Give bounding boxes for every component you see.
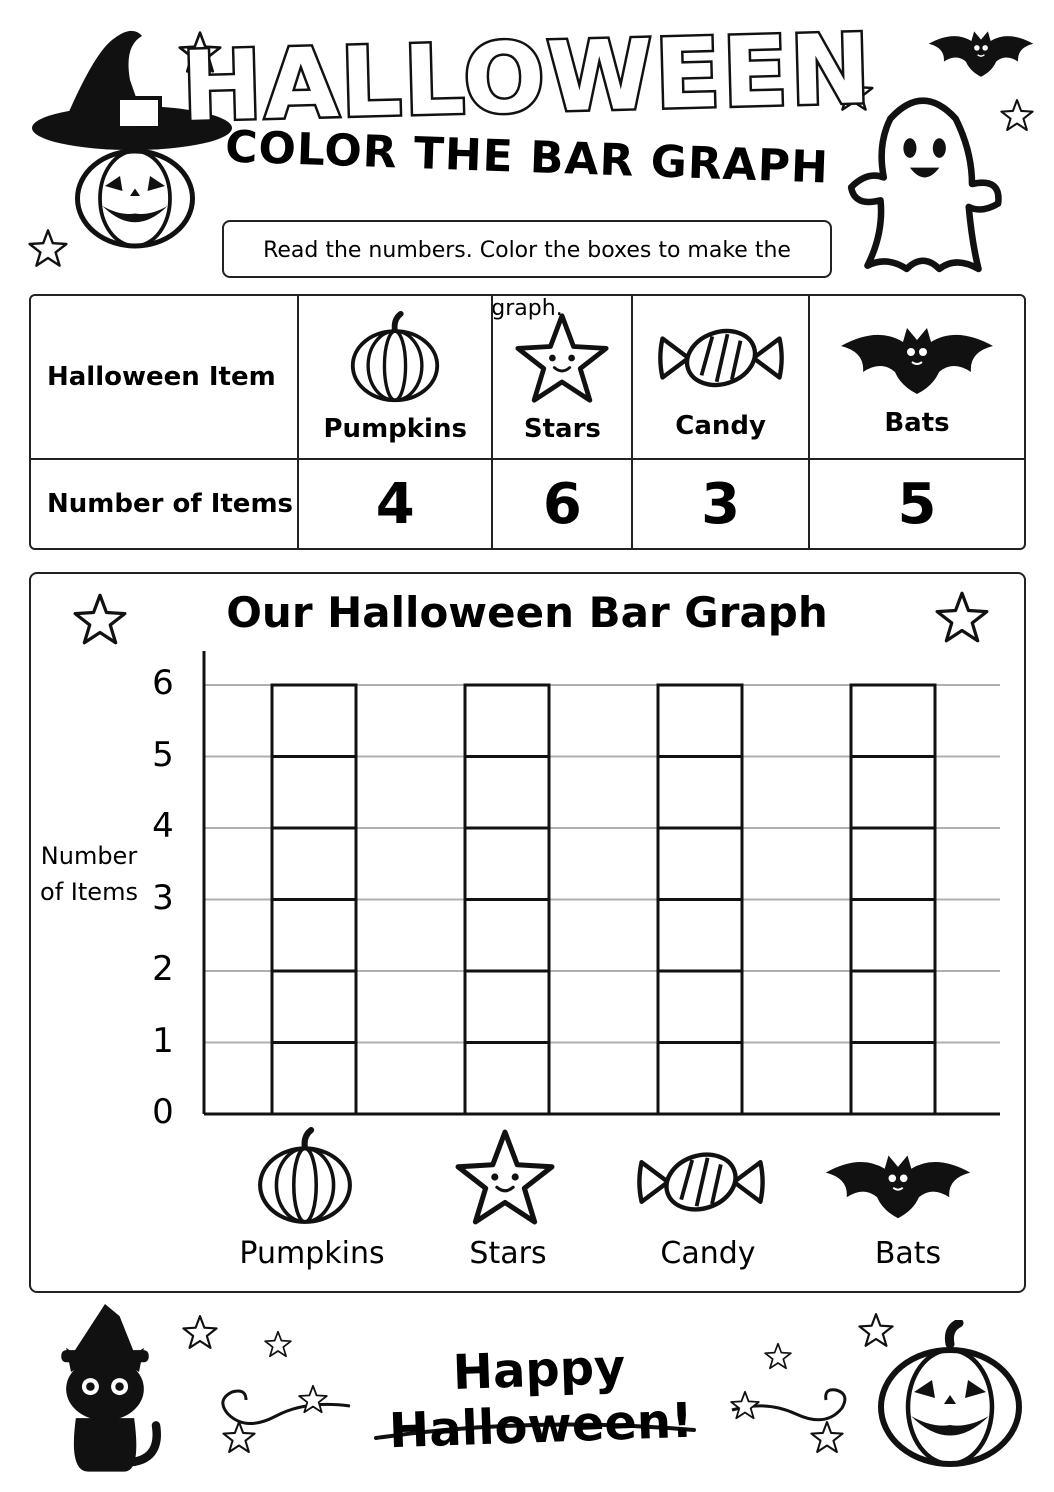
bar-box-stars[interactable]	[465, 828, 549, 900]
bar-box-pumpkins[interactable]	[272, 900, 356, 972]
star-icon	[858, 1312, 894, 1348]
bar-box-stars[interactable]	[465, 685, 549, 757]
bar-box-pumpkins[interactable]	[272, 971, 356, 1043]
bar-box-stars[interactable]	[465, 971, 549, 1043]
page-title: HALLOWEEN	[180, 12, 874, 144]
row-label-item: Halloween Item	[31, 296, 298, 459]
bar-box-pumpkins[interactable]	[272, 1043, 356, 1115]
bar-box-candy[interactable]	[658, 685, 742, 757]
star-icon	[182, 1314, 218, 1350]
bar-graph	[0, 640, 1054, 1140]
star-icon	[452, 1126, 558, 1228]
row-label-count: Number of Items	[31, 459, 298, 548]
footer-message: Happy Halloween!	[388, 1339, 694, 1460]
witch-cat-icon	[30, 1304, 180, 1474]
star-icon	[28, 228, 68, 268]
star-icon	[72, 592, 128, 646]
bar-box-bats[interactable]	[851, 971, 935, 1043]
bar-box-bats[interactable]	[851, 828, 935, 900]
bat-icon	[822, 1144, 974, 1224]
star-icon	[298, 1384, 328, 1414]
y-tick-label: 6	[152, 663, 174, 703]
bar-box-bats[interactable]	[851, 685, 935, 757]
bar-box-candy[interactable]	[658, 1043, 742, 1115]
candy-icon	[656, 313, 786, 403]
y-tick-label: 2	[152, 949, 174, 989]
table-cell-item	[809, 296, 1024, 459]
jack-o-lantern-icon	[874, 1320, 1026, 1470]
bar-box-bats[interactable]	[851, 757, 935, 829]
item-count: 4	[298, 459, 492, 548]
y-tick-label: 1	[152, 1020, 174, 1061]
bat-icon	[837, 316, 997, 400]
star-icon	[934, 590, 990, 644]
y-tick-label: 4	[152, 806, 174, 846]
star-icon	[511, 310, 613, 406]
table-cell-item	[632, 296, 809, 459]
table-cell-item	[492, 296, 632, 459]
bar-box-candy[interactable]	[658, 757, 742, 829]
y-axis-label: Number of Items	[40, 842, 138, 906]
page-subtitle: COLOR THE BAR GRAPH	[224, 121, 830, 194]
item-name: Candy	[675, 411, 766, 441]
data-table	[29, 294, 1026, 550]
x-tick-label: Stars	[469, 1236, 547, 1271]
x-tick-label: Pumpkins	[239, 1236, 385, 1271]
item-name: Bats	[884, 408, 950, 438]
y-tick-label: 0	[152, 1092, 174, 1132]
item-name: Stars	[523, 414, 601, 444]
bar-box-bats[interactable]	[851, 900, 935, 972]
bar-box-pumpkins[interactable]	[272, 685, 356, 757]
pumpkin-icon	[252, 1126, 358, 1228]
bar-box-candy[interactable]	[658, 828, 742, 900]
bar-box-stars[interactable]	[465, 900, 549, 972]
x-tick-label: Candy	[660, 1236, 756, 1271]
x-tick-label: Bats	[874, 1236, 942, 1271]
pumpkin-icon	[342, 310, 448, 406]
star-icon	[764, 1342, 792, 1370]
star-icon	[810, 1420, 844, 1454]
star-icon	[264, 1330, 292, 1358]
star-icon	[222, 1420, 256, 1454]
bar-box-stars[interactable]	[465, 757, 549, 829]
item-count: 3	[632, 459, 809, 548]
bar-box-bats[interactable]	[851, 1043, 935, 1115]
bar-box-candy[interactable]	[658, 971, 742, 1043]
bar-box-candy[interactable]	[658, 900, 742, 972]
graph-title: Our Halloween Bar Graph	[226, 588, 828, 637]
instructions-box: Read the numbers. Color the boxes to make the graph.	[222, 220, 832, 278]
bar-box-pumpkins[interactable]	[272, 828, 356, 900]
y-tick-label: 5	[152, 734, 174, 775]
bar-box-stars[interactable]	[465, 1043, 549, 1115]
item-count: 6	[492, 459, 632, 548]
table-cell-item	[298, 296, 492, 459]
y-tick-label: 3	[152, 877, 174, 918]
candy-icon	[632, 1138, 770, 1226]
item-count: 5	[809, 459, 1024, 548]
item-name: Pumpkins	[323, 414, 467, 444]
bar-box-pumpkins[interactable]	[272, 757, 356, 829]
